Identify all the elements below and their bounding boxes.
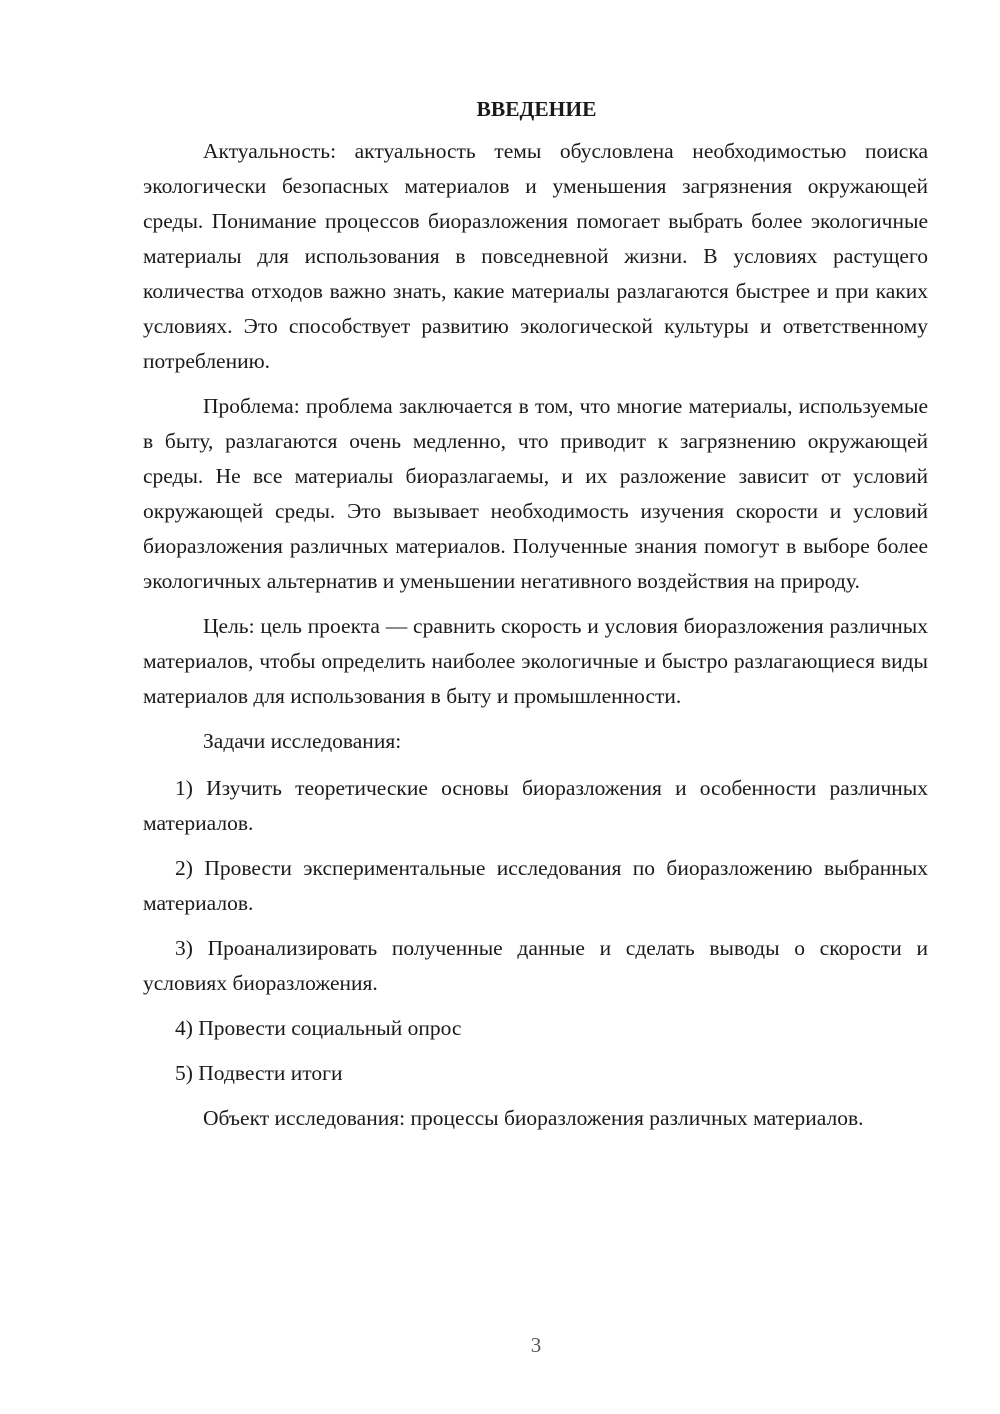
object-paragraph: Объект исследования: процессы биоразложения различных материалов. (203, 1106, 864, 1130)
task-item-1: 1) Изучить теоретические основы биоразложения и особенности различных материалов. (143, 776, 928, 835)
goal-paragraph: Цель: цель проекта — сравнить скорость и условия биоразложения различных материалов, чтобы определить наиболее экологичные и быстро разлагающиеся виды материалов для использования в быту и промышленности. (143, 614, 928, 708)
task-item-3: 3) Проанализировать полученные данные и сделать выводы о скорости и условиях биоразложения. (143, 936, 928, 995)
page-title: ВВЕДЕНИЕ (476, 97, 597, 121)
task-item-5: 5) Подвести итоги (175, 1061, 343, 1085)
task-item-2: 2) Провести экспериментальные исследования по биоразложению выбранных материалов. (143, 856, 928, 915)
relevance-paragraph: Актуальность: актуальность темы обусловлена необходимостью поиска экологически безопасных материалов и уменьшения загрязнения окружающей среды. Понимание процессов биоразложения помогает выбрать более экологичные материалы для использования в повседневной жизни. В условиях растущего количества отходов важно знать, какие материалы разлагаются быстрее и при каких условиях. Это способствует развитию экологической культуры и ответственному потреблению. (143, 139, 928, 373)
problem-paragraph: Проблема: проблема заключается в том, что многие материалы, используемые в быту, разлагаются очень медленно, что приводит к загрязнению окружающей среды. Не все материалы биоразлагаемы, и их разложение зависит от условий окружающей среды. Это вызывает необходимость изучения скорости и условий биоразложения различных материалов. Полученные знания помогут в выборе более экологичных альтернатив и уменьшении негативного воздействия на природу. (143, 394, 928, 593)
page-number: 3 (530, 1333, 542, 1357)
tasks-heading: Задачи исследования: (203, 729, 402, 753)
tasks-list (143, 771, 928, 1091)
task-item-4: 4) Провести социальный опрос (175, 1016, 462, 1040)
document-body (143, 92, 928, 1146)
